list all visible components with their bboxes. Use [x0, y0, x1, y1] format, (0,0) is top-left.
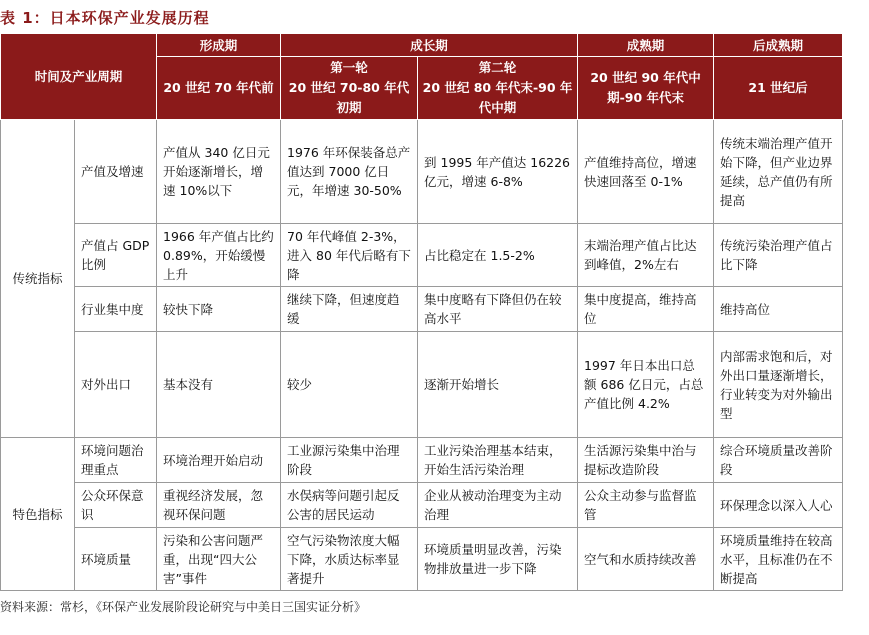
header-stage-row [1, 34, 843, 57]
row-label: 产值占 GDP 比例 [75, 224, 157, 287]
table-row [1, 438, 843, 483]
table-cell: 空气污染物浓度大幅下降，水质达标率显著提升 [281, 528, 418, 591]
table-cell: 工业污染治理基本结束，开始生活污染治理 [418, 438, 578, 483]
header-period: 第一轮 20 世纪 70-80 年代初期 [281, 57, 418, 120]
table-cell: 占比稳定在 1.5-2% [418, 224, 578, 287]
table-title: 表 1：日本环保产业发展历程 [0, 9, 210, 27]
table-row [1, 528, 843, 591]
table-cell: 1966 年产值占比约 0.89%，开始缓慢上升 [157, 224, 281, 287]
table-cell: 基本没有 [157, 332, 281, 438]
table-body [1, 120, 843, 591]
table-cell: 污染和公害问题严重，出现“四大公害”事件 [157, 528, 281, 591]
table-cell: 产值维持高位，增速快速回落至 0-1% [578, 120, 714, 224]
header-stage-growth: 成长期 [281, 34, 578, 57]
table-cell: 空气和水质持续改善 [578, 528, 714, 591]
table-cell: 企业从被动治理变为主动治理 [418, 483, 578, 528]
table-cell: 较少 [281, 332, 418, 438]
table-row [1, 332, 843, 438]
row-label: 环境问题治理重点 [75, 438, 157, 483]
industry-history-table [0, 33, 843, 591]
table-row [1, 483, 843, 528]
source-note: 资料来源：常杉，《环保产业发展阶段论研究与中美日三国实证分析》 [0, 600, 367, 614]
table-cell: 环保理念以深入人心 [714, 483, 843, 528]
table-cell: 环境质量明显改善，污染物排放量进一步下降 [418, 528, 578, 591]
header-stage-formation: 形成期 [157, 34, 281, 57]
table-cell: 生活源污染集中治与提标改造阶段 [578, 438, 714, 483]
table-cell: 维持高位 [714, 287, 843, 332]
header-period: 20 世纪 90 年代中期-90 年代末 [578, 57, 714, 120]
table-cell: 传统末端治理产值开始下降，但产业边界延续，总产值仍有所提高 [714, 120, 843, 224]
table-row [1, 120, 843, 224]
header-period: 20 世纪 70 年代前 [157, 57, 281, 120]
table-cell: 1997 年日本出口总额 686 亿日元，占总产值比例 4.2% [578, 332, 714, 438]
table-cell: 综合环境质量改善阶段 [714, 438, 843, 483]
row-label: 产值及增速 [75, 120, 157, 224]
header-row-label: 时间及产业周期 [1, 34, 157, 120]
row-label: 对外出口 [75, 332, 157, 438]
table-cell: 1976 年环保装备总产值达到 7000 亿日元，年增速 30-50% [281, 120, 418, 224]
table-cell: 继续下降，但速度趋缓 [281, 287, 418, 332]
header-stage-mature: 成熟期 [578, 34, 714, 57]
table-row [1, 224, 843, 287]
row-label: 环境质量 [75, 528, 157, 591]
table-cell: 到 1995 年产值达 16226 亿元，增速 6-8% [418, 120, 578, 224]
table-cell: 逐渐开始增长 [418, 332, 578, 438]
table-cell: 水俣病等问题引起反公害的居民运动 [281, 483, 418, 528]
table-cell: 重视经济发展，忽视环保问题 [157, 483, 281, 528]
table-cell: 内部需求饱和后，对外出口量逐渐增长，行业转变为对外输出型 [714, 332, 843, 438]
row-label: 行业集中度 [75, 287, 157, 332]
table-cell: 70 年代峰值 2-3%，进入 80 年代后略有下降 [281, 224, 418, 287]
header-stage-post-mature: 后成熟期 [714, 34, 843, 57]
group-label: 特色指标 [1, 438, 75, 591]
table-cell: 工业源污染集中治理阶段 [281, 438, 418, 483]
table-cell: 环境治理开始启动 [157, 438, 281, 483]
table-row [1, 287, 843, 332]
group-label: 传统指标 [1, 120, 75, 438]
table-cell: 集中度略有下降但仍在较高水平 [418, 287, 578, 332]
table-cell: 传统污染治理产值占比下降 [714, 224, 843, 287]
row-label: 公众环保意识 [75, 483, 157, 528]
header-period: 第二轮 20 世纪 80 年代末-90 年代中期 [418, 57, 578, 120]
table-cell: 产值从 340 亿日元开始逐渐增长，增速 10%以下 [157, 120, 281, 224]
table-cell: 环境质量维持在较高水平，且标准仍在不断提高 [714, 528, 843, 591]
table-cell: 较快下降 [157, 287, 281, 332]
table-cell: 公众主动参与监督监管 [578, 483, 714, 528]
header-period: 21 世纪后 [714, 57, 843, 120]
table-cell: 末端治理产值占比达到峰值，2%左右 [578, 224, 714, 287]
table-cell: 集中度提高，维持高位 [578, 287, 714, 332]
